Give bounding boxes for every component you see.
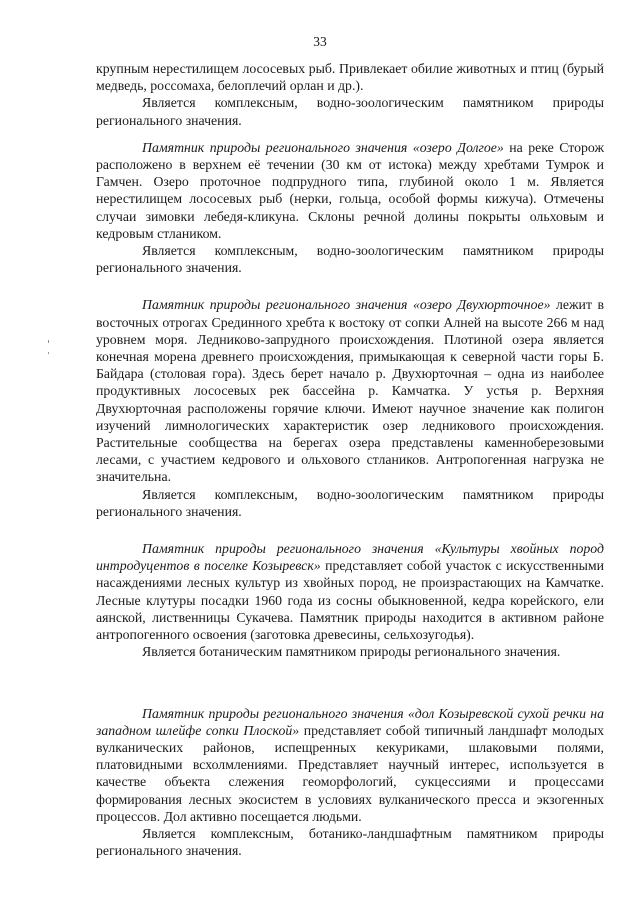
paragraph-status	[96, 94, 604, 128]
monument-title: Памятник природы регионального значения «дол Козыревской сухой речки на западном шлейфе сопки Плоской»	[96, 705, 604, 738]
paragraph-text: Является ботаническим памятником природы регионального значения.	[142, 644, 561, 660]
scan-speck	[48, 340, 49, 343]
scan-speck	[48, 352, 49, 354]
paragraph-text: крупным нерестилищем лососевых рыб. Привлекает обилие животных и птиц (бурый медведь, россомаха, белоплечий орлан и др.).	[96, 61, 604, 94]
monument-title: Памятник природы регионального значения «озеро Долгое»	[142, 139, 504, 155]
paragraph-text: представляет собой участок с искусственными насаждениями лесных культур из хвойных пород, не произрастающих на Камчатке. Лесные клутуры посадки 1960 года из сосны обыкновенной, кедра корейского, ели аянской, лиственницы Сукачева. Памятник природы находится в активном районе антропогенного освоения (заготовка древесины, сельхозугодья).	[96, 558, 604, 643]
paragraph-lake-dolgoe	[96, 139, 604, 242]
paragraph-kozyrevsk-valley	[96, 705, 604, 825]
paragraph-conifer-cultures	[96, 540, 604, 643]
paragraph-status	[96, 486, 604, 520]
monument-title: Памятник природы регионального значения «Культуры хвойных пород интродуцентов в поселке Козыревск»	[96, 541, 604, 574]
paragraph-continuation	[96, 60, 604, 94]
paragraph-text: Является комплексным, водно-зоологическим памятником природы регионального значения.	[96, 486, 604, 519]
paragraph-status	[96, 643, 604, 660]
paragraph-text: представляет собой типичный ландшафт молодых вулканических районов, испещренных кекуриками, шлаковыми полями, платовидными всхолмлениями. Представляет научный интерес, используется в качестве объекта слежения геоморфологий, сукцессиями и процессами формирования лесных экосистем в условиях вулканического пресса и экзогенных процессов. Дол активно посещается людьми.	[96, 722, 604, 824]
paragraph-text: Является комплексным, ботанико-ландшафтным памятником природы регионального значения.	[96, 825, 604, 859]
paragraph-text: Является комплексным, водно-зоологическим памятником природы регионального значения.	[96, 243, 604, 276]
paragraph-text: Является комплексным, водно-зоологическим памятником природы регионального значения.	[96, 95, 604, 128]
document-body	[96, 60, 604, 859]
monument-title: Памятник природы регионального значения «озеро Двухюрточное»	[142, 297, 551, 313]
paragraph-text: лежит в восточных отрогах Срединного хребта к востоку от сопки Алней на высоте 266 м над уровнем моря. Ледниково-запрудного происхождения. Плотиной озера является конечная морена древнего происхождения, примыкающая к северной части горы Б. Байдара (столовая гора). Здесь берет начало р. Двухюрточная – одна из наиболее продуктивных лососевых рек бассейна р. Камчатка. У устья р. Верхняя Двухюрточная расположены горячие ключи. Имеют научное значение как полигон изучений лимнологических характеристик озер ледникового происхождения. Растительные сообщества на берегах озера представлены каменноберезовыми лесами, с участием кедрового и ольхового стлаников. Антропогенная нагрузка не значительна.	[96, 297, 604, 485]
paragraph-text: на реке Сторож расположено в верхнем её течении (30 км от истока) между хребтами Тумрок и Гамчен. Озеро проточное подпрудного типа, глубиной около 1 м. Является нерестилищем лососевых рыб (нерки, гольца, особой формы кижуча). Отмечены случаи зимовки лебедя-кликуна. Склоны речной долины покрыты ольховым и кедровым стлаником.	[96, 139, 604, 241]
paragraph-lake-dvukhyurtochnoe	[96, 296, 604, 485]
paragraph-status	[96, 825, 604, 859]
page-number: 33	[313, 34, 327, 49]
paragraph-status	[96, 242, 604, 276]
